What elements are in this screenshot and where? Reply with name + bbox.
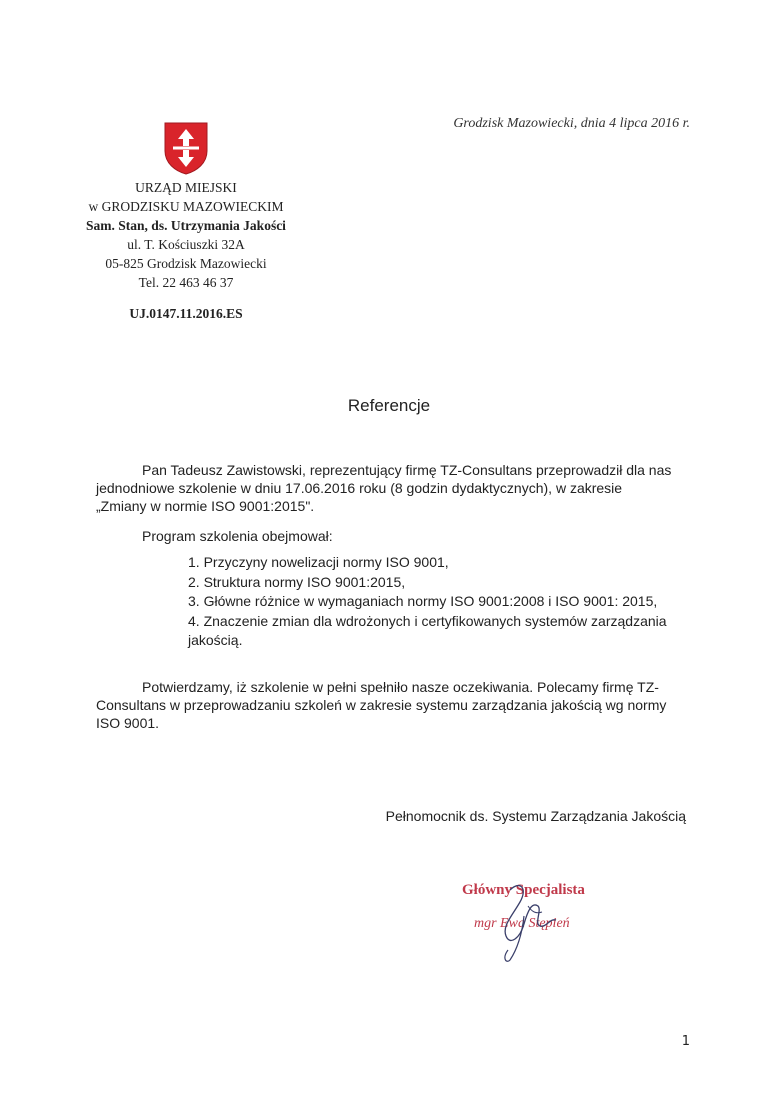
office-name: URZĄD MIEJSKI xyxy=(135,180,237,195)
coat-of-arms-icon xyxy=(163,121,209,175)
office-city: w GRODZISKU MAZOWIECKIM xyxy=(88,199,284,214)
list-item: 4. Znaczenie zmian dla wdrożonych i certyfikowanych systemów zarządzania xyxy=(188,612,667,629)
intro-paragraph xyxy=(96,461,696,515)
official-stamp xyxy=(440,876,620,966)
office-phone: Tel. 22 463 46 37 xyxy=(138,275,234,290)
recommendation-line-1: Potwierdzamy, iż szkolenie w pełni spełniło nasze oczekiwania. Polecamy firmę TZ- xyxy=(142,679,659,695)
list-item-continuation: jakością. xyxy=(188,632,243,649)
document-title: Referencje xyxy=(347,396,431,415)
office-street: ul. T. Kościuszki 32A xyxy=(127,237,245,252)
recommendation-paragraph xyxy=(96,678,696,732)
signer-title: Pełnomocnik ds. Systemu Zarządzania Jakością xyxy=(385,808,686,824)
office-postcode: 05-825 Grodzisk Mazowiecki xyxy=(105,256,267,271)
list-item: 2. Struktura normy ISO 9001:2015, xyxy=(188,573,406,590)
recommendation-line-2: Consultans w przeprowadzaniu szkoleń w zakresie systemu zarządzania jakością wg normy xyxy=(96,697,667,713)
letter-date: Grodzisk Mazowiecki, dnia 4 lipca 2016 r. xyxy=(453,116,690,131)
intro-line-2: jednodniowe szkolenie w dniu 17.06.2016 roku (8 godzin dydaktycznych), w zakresie xyxy=(96,480,623,496)
list-item: 1. Przyczyny nowelizacji normy ISO 9001, xyxy=(188,554,449,570)
program-intro: Program szkolenia obejmował: xyxy=(142,528,333,544)
program-list xyxy=(188,553,698,651)
reference-number: UJ.0147.11.2016.ES xyxy=(129,306,243,321)
office-department: Sam. Stan, ds. Utrzymania Jakości xyxy=(86,218,286,233)
intro-line-1: Pan Tadeusz Zawistowski, reprezentujący firmę TZ-Consultans przeprowadził dla nas xyxy=(142,462,672,478)
list-item: 3. Główne różnice w wymaganiach normy ISO 9001:2008 i ISO 9001: 2015, xyxy=(188,593,658,610)
stamp-title: Główny Specjalista xyxy=(462,882,585,898)
page-number: 1 xyxy=(681,1034,690,1049)
stamp-name: mgr Ewa Stępień xyxy=(474,916,570,931)
office-address-block xyxy=(60,178,312,292)
handwritten-signature xyxy=(480,876,570,966)
intro-line-3: „Zmiany w normie ISO 9001:2015". xyxy=(96,498,315,514)
recommendation-line-3: ISO 9001. xyxy=(96,715,160,731)
